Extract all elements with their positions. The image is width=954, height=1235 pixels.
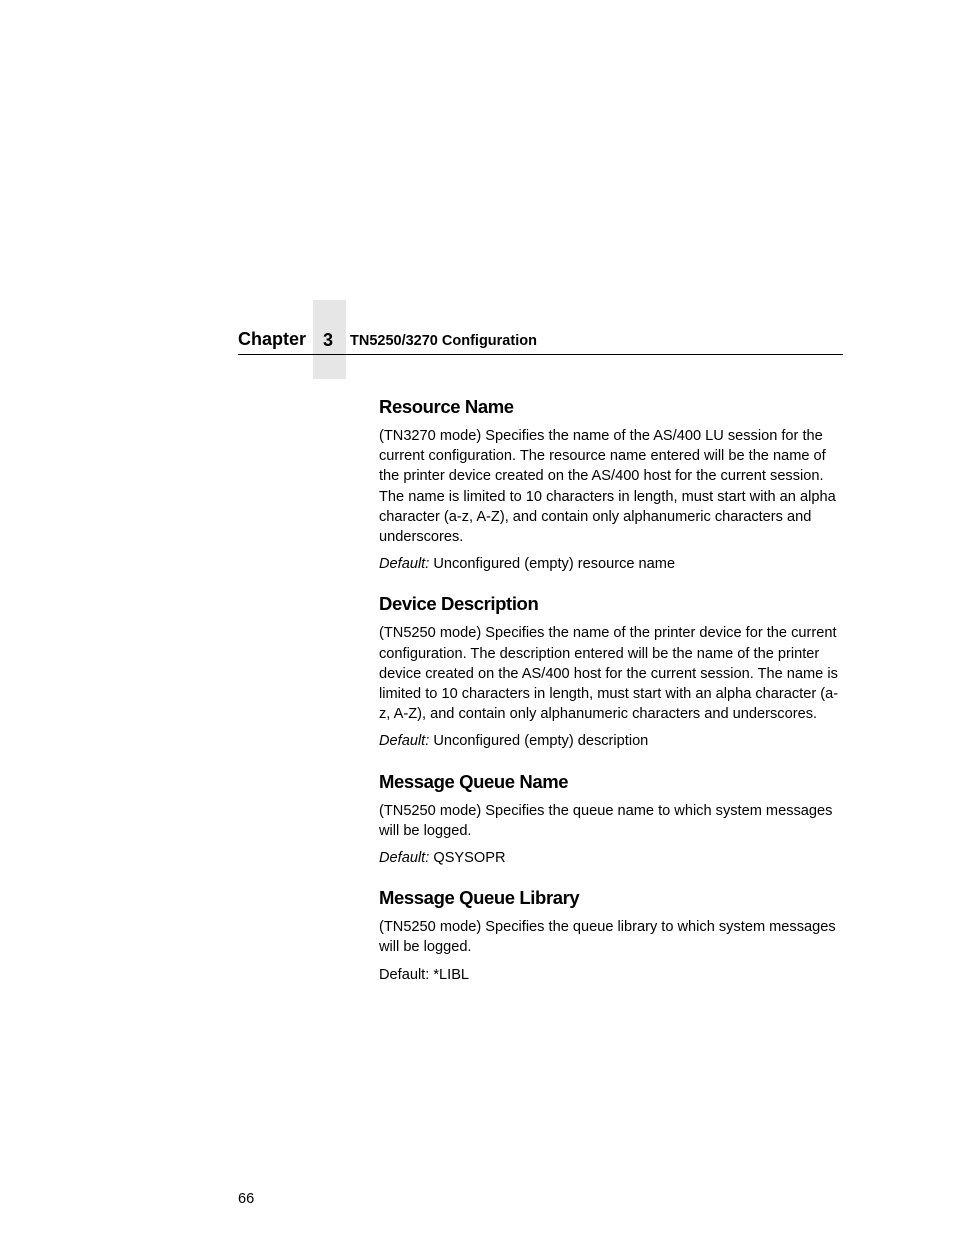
section-heading: Device Description xyxy=(379,593,539,615)
section-device-description xyxy=(379,592,841,751)
section-heading: Resource Name xyxy=(379,396,514,417)
section-resource-name xyxy=(379,395,841,574)
section-message-queue-library xyxy=(379,886,841,985)
page-content xyxy=(379,395,841,1003)
default-value: Unconfigured (empty) resource name xyxy=(429,556,676,573)
default-line: Default: *LIBL xyxy=(379,966,470,983)
default-label: Default: xyxy=(379,850,430,867)
chapter-tab xyxy=(313,300,346,379)
section-body: (TN5250 mode) Specifies the name of the printer device for the current configuration. The description entered will be the name of the printer device created on the AS/400 host for the current session. The name is limited to 10 characters in length, must start with an alpha character (a-z, A-Z), and contain only alphanumeric characters and underscores. xyxy=(379,625,839,723)
chapter-label: Chapter xyxy=(238,329,307,349)
page-number: 66 xyxy=(238,1191,255,1207)
section-body: (TN5250 mode) Specifies the queue name to which system messages will be logged. xyxy=(379,802,833,839)
chapter-number: 3 xyxy=(322,330,333,350)
default-label: Default: xyxy=(379,733,430,750)
default-line xyxy=(379,554,841,574)
section-heading: Message Queue Library xyxy=(379,887,580,909)
section-message-queue-name xyxy=(379,770,841,869)
chapter-title: TN5250/3270 Configuration xyxy=(350,333,537,349)
default-label: Default: xyxy=(379,556,430,573)
default-line xyxy=(379,731,841,751)
chapter-header xyxy=(238,300,843,380)
section-body: (TN3270 mode) Specifies the name of the AS/400 LU session for the current configuration. The resource name entered will be the name of the printer device created on the AS/400 host for the current session. The name is limited to 10 characters in length, must start with an alpha character (a-z, A-Z), and contain only alphanumeric characters and underscores. xyxy=(379,428,836,546)
section-heading: Message Queue Name xyxy=(379,770,569,792)
header-rule xyxy=(238,354,843,355)
section-body: (TN5250 mode) Specifies the queue library to which system messages will be logged. xyxy=(379,919,836,956)
default-value: QSYSOPR xyxy=(429,850,506,867)
default-line xyxy=(379,848,841,868)
default-value: Unconfigured (empty) description xyxy=(429,733,649,750)
